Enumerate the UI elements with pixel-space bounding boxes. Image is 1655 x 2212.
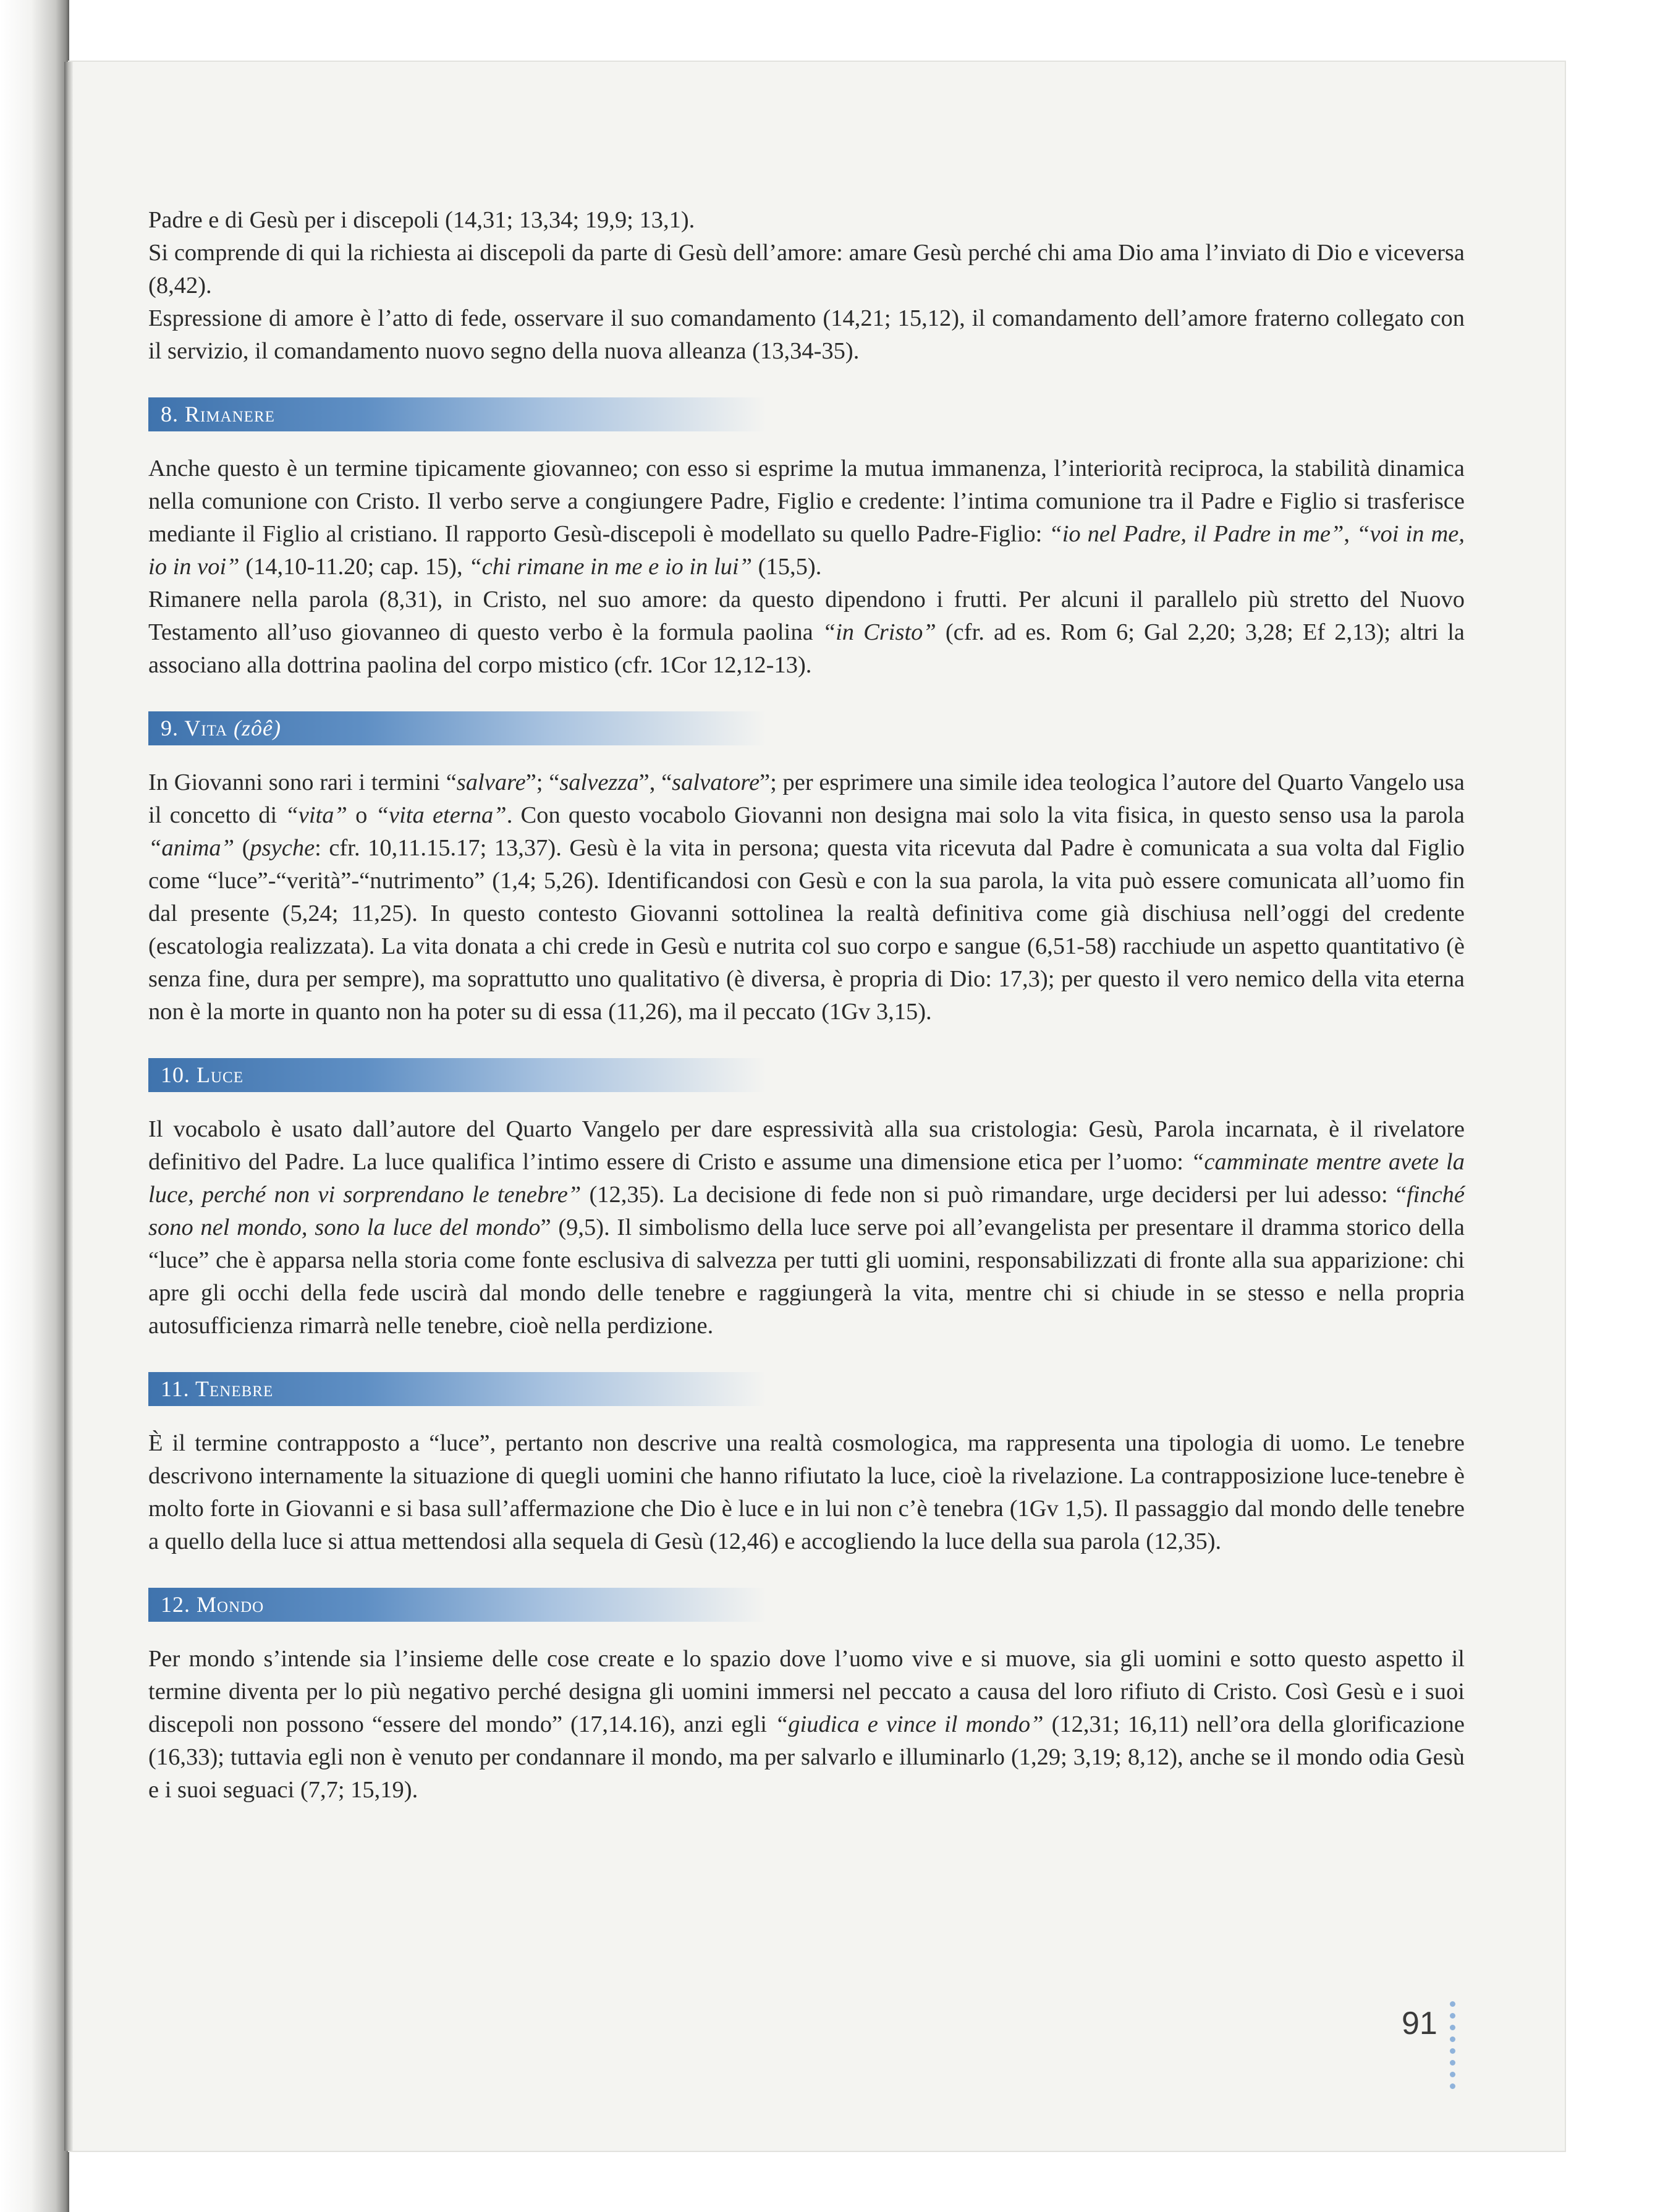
mondo-paragraph: Per mondo s’intende sia l’insieme delle cose create e lo spazio dove l’uomo vive e si muove, sia gli uomini e sotto questo aspetto il termine diventa per lo più negativo perché designa gli uomini immersi nel peccato a causa del loro rifiuto di Cristo. Così Gesù e i suoi discepoli non possono “essere del mondo” (17,14.16), anzi egli “giudica e vince il mondo” (12,31; 16,11) nell’ora della glorificazione (16,33); tuttavia egli non è venuto per condannare il mondo, ma per salvarlo e illuminarlo (1,29; 3,19; 8,12), anche se il mondo odia Gesù e i suoi seguaci (7,7; 15,19). [148,1646,1465,1803]
rimanere-paragraph-1: Anche questo è un termine tipicamente giovanneo; con esso si esprime la mutua immanenza, l’interiorità reciproca, la stabilità dinamica nella comunione con Cristo. Il verbo serve a congiungere Padre, Figlio e credente: l’intima comunione tra il Padre e Figlio si trasferisce mediante il Figlio al cristiano. Il rapporto Gesù-discepoli è modellato su quello Padre-Figlio: “io nel Padre, il Padre in me”, “voi in me, io in voi” (14,10-11.20; cap. 15), “chi rimane in me e io in lui” (15,5). [148,456,1465,580]
intro-paragraph-3: Espressione di amore è l’atto di fede, osservare il suo comandamento (14,21; 15,12), il comandamento dell’amore fraterno collegato con il servizio, il comandamento nuovo segno della nuova alleanza (13,34-35). [148,305,1465,364]
section-header-luce: 10. Luce [148,1058,766,1092]
rimanere-paragraph-2: Rimanere nella parola (8,31), in Cristo, nel suo amore: da questo dipendono i frutti. Per alcuni il parallelo più stretto del Nuovo Testamento all’uso giovanneo di questo verbo è la formula paolina “in Cristo” (cfr. ad es. Rom 6; Gal 2,20; 3,28; Ef 2,13); altri la associano alla dottrina paolina del corpo mistico (cfr. 1Cor 12,12-13). [148,587,1465,678]
intro-paragraph-2: Si comprende di qui la richiesta ai discepoli da parte di Gesù dell’amore: amare Gesù perché chi ama Dio ama l’inviato di Dio e viceversa (8,42). [148,240,1465,299]
section-header-vita: 9. Vita (zôê) [148,711,766,745]
book-binding [0,0,69,2212]
decorative-dots-icon [1450,2001,1456,2095]
page-content [148,204,1465,1807]
tenebre-paragraph: È il termine contrapposto a “luce”, pertanto non descrive una realtà cosmologica, ma rappresenta una tipologia di uomo. Le tenebre descrivono internamente la situazione di quegli uomini che hanno rifiutato la luce, cioè la rivelazione. La contrapposizione luce-tenebre è molto forte in Giovanni e si basa sull’affermazione che Dio è luce e in lui non c’è tenebra (1Gv 1,5). Il passaggio dal mondo delle tenebre a quello della luce si attua mettendosi alla sequela di Gesù (12,46) e accogliendo la luce della sua parola (12,35). [148,1430,1465,1554]
page-number: 91 [1402,2006,1437,2041]
intro-paragraph-1: Padre e di Gesù per i discepoli (14,31; 13,34; 19,9; 13,1). [148,207,695,233]
luce-paragraph: Il vocabolo è usato dall’autore del Quarto Vangelo per dare espressività alla sua cristologia: Gesù, Parola incarnata, è il rivelatore definitivo del Padre. La luce qualifica l’intimo essere di Cristo e assume una dimensione etica per l’uomo: “camminate mentre avete la luce, perché non vi sorprendano le tenebre” (12,35). La decisione di fede non si può rimandare, urge decidersi per lui adesso: “finché sono nel mondo, sono la luce del mondo” (9,5). Il simbolismo della luce serve poi all’evangelista per presentare il dramma storico della “luce” che è apparsa nella storia come fonte esclusiva di salvezza per tutti gli uomini, responsabilizzati di fronte alla sua apparizione: chi apre gli occhi della fede uscirà dal mondo delle tenebre e raggiungerà la vita, mentre chi si chiude in se stesso e nella propria autosufficienza rimarrà nelle tenebre, cioè nella perdizione. [148,1116,1465,1339]
section-header-rimanere: 8. Rimanere [148,397,766,431]
vita-paragraph: In Giovanni sono rari i termini “salvare”; “salvezza”, “salvatore”; per esprimere una simile idea teologica l’autore del Quarto Vangelo usa il concetto di “vita” o “vita eterna”. Con questo vocabolo Giovanni non designa mai solo la vita fisica, in questo senso usa la parola “anima” (psyche: cfr. 10,11.15.17; 13,37). Gesù è la vita in persona; questa vita ricevuta dal Padre è comunicata a sua volta dal Figlio come “luce”-“verità”-“nutrimento” (1,4; 5,26). Identificandosi con Gesù e con la sua parola, la vita può essere comunicata all’uomo fin dal presente (5,24; 11,25). In questo contesto Giovanni sottolinea la realtà definitiva come già dischiusa nell’oggi del credente (escatologia realizzata). La vita donata a chi crede in Gesù e nutrita col suo corpo e sangue (6,51-58) racchiude un aspetto quantitativo (è senza fine, dura per sempre), ma soprattutto uno qualitativo (è diversa, è propria di Dio: 17,3); per questo il vero nemico della vita eterna non è la morte in quanto non ha poter su di essa (11,26), ma il peccato (1Gv 3,15). [148,769,1465,1025]
section-header-tenebre: 11. Tenebre [148,1372,766,1406]
section-header-mondo: 12. Mondo [148,1588,766,1622]
binding-edge [64,62,73,2151]
